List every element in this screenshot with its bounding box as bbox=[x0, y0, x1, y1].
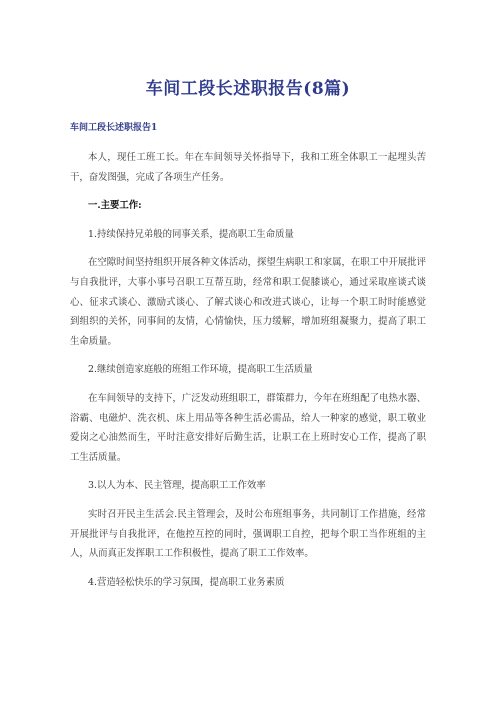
section-heading-main-work: 一.主要工作: bbox=[88, 200, 142, 212]
item-body-2: 在车间领导的支持下，广泛发动班组职工，群策群力，今年在班组配了电热水器、浴霸、电磁炉、洗衣机、床上用品等各种生活必需品，给人一种家的感觉，职工敬业爱岗之心油然而生，平时注意安排好后勤生活，让职工在上班时安心工作，提高了职工生活质量。 bbox=[70, 392, 426, 463]
report-subtitle: 车间工段长述职报告1 bbox=[70, 123, 158, 133]
item-body-1: 在空隙时间坚持组织开展各种文体活动，探望生病职工和家属，在职工中开展批评与自我批评，大事小事号召职工互帮互助，经常和职工促膝谈心，通过采取座谈式谈心、征求式谈心、激励式谈心、了解式谈心和改进式谈心，让每一个职工时时能感觉到组织的关怀，同事间的友情，心情愉快，压力缓解，增加班组凝聚力，提高了职工生命质量。 bbox=[70, 257, 426, 347]
item-heading-1: 1.持续保持兄弟般的同事关系，提高职工生命质量 bbox=[88, 228, 294, 240]
document-title: 车间工段长述职报告(8篇) bbox=[145, 79, 351, 99]
item-body-3: 实时召开民主生活会.民主管理会，及时公布班组事务，共同制订工作措施，经常开展批评与自我批评，在他控互控的同时，强调职工自控，把每个职工当作班组的主人，从而真正发挥职工工作积极性，提高了职工工作效率。 bbox=[70, 508, 426, 560]
item-heading-3: 3.以人为本、民主管理，提高职工工作效率 bbox=[88, 480, 266, 492]
intro-paragraph: 本人，现任工班工长。年在车间领导关怀指导下，我和工班全体职工一起埋头苦干，奋发图强，完成了各项生产任务。 bbox=[70, 152, 426, 183]
document-body bbox=[70, 122, 426, 592]
item-heading-4: 4.营造轻松快乐的学习氛围，提高职工业务素质 bbox=[88, 576, 285, 588]
item-heading-2: 2.继续创造家庭般的班组工作环境，提高职工生活质量 bbox=[88, 364, 313, 376]
